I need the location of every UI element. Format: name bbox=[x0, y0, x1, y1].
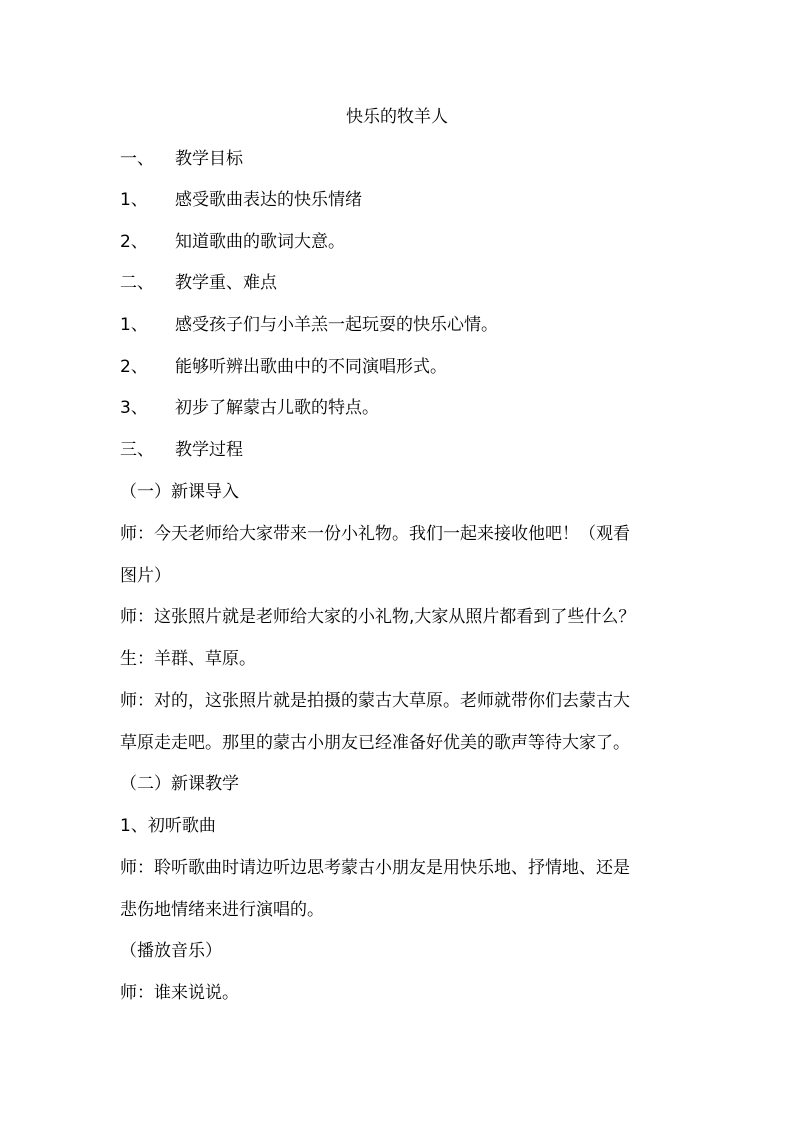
paragraph-line: 生：羊群、草原。 bbox=[120, 649, 256, 669]
paragraph-line: 图片） bbox=[120, 566, 171, 586]
item-text: 知道歌曲的歌词大意。 bbox=[175, 232, 345, 252]
item-text: 感受歌曲表达的快乐情绪 bbox=[175, 190, 362, 210]
key-item-1 bbox=[120, 314, 498, 336]
document-title: 快乐的牧羊人 bbox=[346, 107, 448, 127]
item-number: 2、 bbox=[120, 232, 148, 252]
section-text: 教学重、难点 bbox=[175, 273, 277, 293]
paragraph-line: 师：这张照片就是老师给大家的小礼物,大家从照片都看到了些什么？ bbox=[120, 607, 636, 627]
section-heading-3 bbox=[120, 439, 243, 461]
subheading-intro: （一）新课导入 bbox=[120, 482, 239, 502]
paragraph-line: 草原走走吧。那里的蒙古小朋友已经准备好优美的歌声等待大家了。 bbox=[120, 733, 630, 753]
section-number: 一、 bbox=[120, 149, 154, 169]
section-text: 教学目标 bbox=[175, 149, 243, 169]
item-number: 3、 bbox=[120, 398, 148, 418]
step-heading: 1、初听歌曲 bbox=[120, 816, 216, 836]
paragraph-line: 悲伤地情绪来进行演唱的。 bbox=[120, 900, 324, 920]
item-number: 1、 bbox=[120, 315, 148, 335]
section-number: 三、 bbox=[120, 440, 154, 460]
paragraph-line: 师：聆听歌曲时请边听边思考蒙古小朋友是用快乐地、抒情地、还是 bbox=[120, 858, 630, 878]
section-heading-1 bbox=[120, 148, 243, 170]
item-number: 2、 bbox=[120, 357, 148, 377]
section-heading-2 bbox=[120, 272, 277, 294]
item-number: 1、 bbox=[120, 190, 148, 210]
goal-item-1 bbox=[120, 189, 362, 211]
section-number: 二、 bbox=[120, 273, 154, 293]
key-item-3 bbox=[120, 397, 379, 419]
key-item-2 bbox=[120, 356, 447, 378]
item-text: 感受孩子们与小羊羔一起玩耍的快乐心情。 bbox=[175, 315, 498, 335]
paragraph-line: 师：今天老师给大家带来一份小礼物。我们一起来接收他吧！（观看 bbox=[120, 524, 630, 544]
paragraph-line: 师：谁来说说。 bbox=[120, 983, 239, 1003]
subheading-teaching: （二）新课教学 bbox=[120, 774, 239, 794]
paragraph-line: （播放音乐） bbox=[120, 941, 222, 961]
paragraph-line: 师：对的，这张照片就是拍摄的蒙古大草原。老师就带你们去蒙古大 bbox=[120, 691, 630, 711]
section-text: 教学过程 bbox=[175, 440, 243, 460]
item-text: 初步了解蒙古儿歌的特点。 bbox=[175, 398, 379, 418]
item-text: 能够听辨出歌曲中的不同演唱形式。 bbox=[175, 357, 447, 377]
goal-item-2 bbox=[120, 231, 345, 253]
